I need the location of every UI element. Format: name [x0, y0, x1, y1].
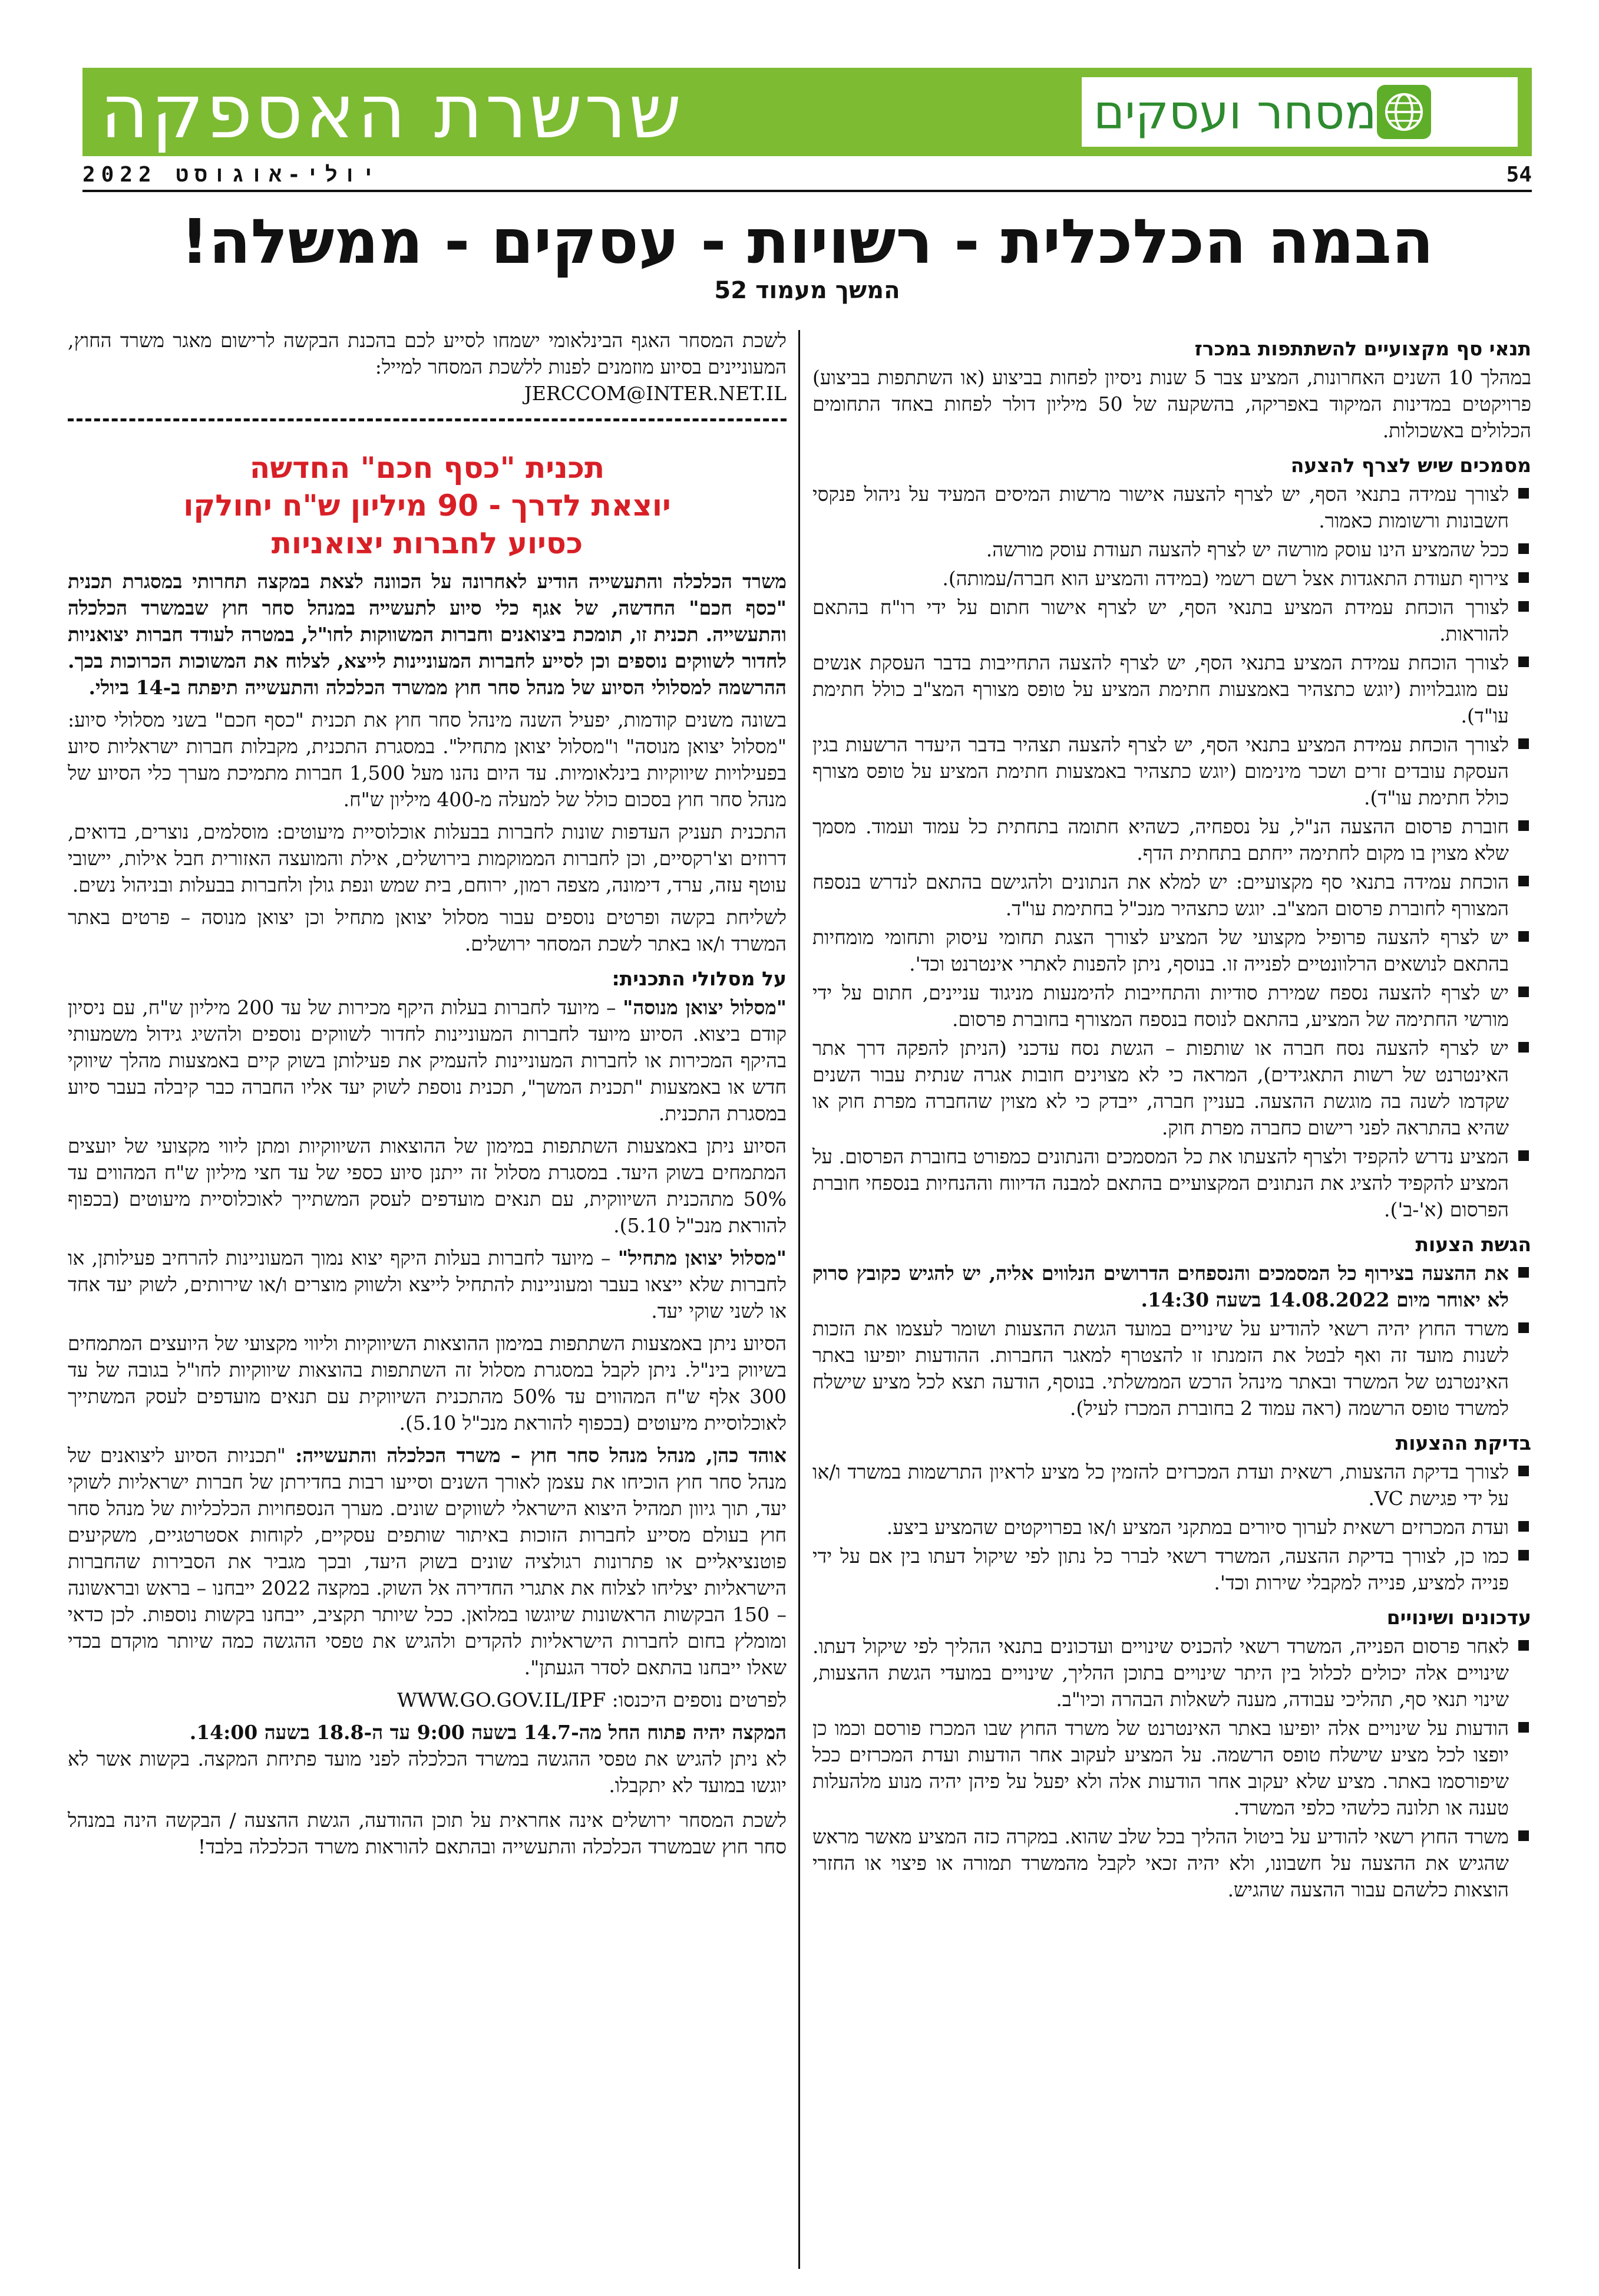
deadline-line: המקצה יהיה פתוח החל מה-14.7 בשעה 9:00 עד ה-18.8 בשעה 14:00.: [189, 1721, 787, 1744]
track-text: – מיועד לחברות בעלות היקף יצוא נמוך המעוניינות להרחיב פעילותן, או לחברות שלא ייצאו בעבר ומעוניינות להתחיל לייצא ולשווק מוצרים ו/או שירותים, לשוק יעד אחד או לשני שוקי יעד.: [68, 1246, 787, 1322]
article-title-line: תכנית "כסף חכם" החדשה: [249, 451, 605, 485]
section-heading: בדיקת ההצעות: [1395, 1431, 1531, 1454]
banner-title: שרשרת האספקה: [100, 68, 684, 155]
section-name: מסחר ועסקים: [1093, 84, 1377, 140]
section-heading: הגשת הצעות: [1415, 1233, 1531, 1256]
list-item: צירוף תעודת התאגדות אצל רשם רשמי (במידה והמציע הוא חברה/עמותה).: [812, 565, 1531, 592]
continued-from: המשך מעמוד 52: [714, 277, 900, 304]
paragraph: לא ניתן להגיש את טפסי ההגשה במשרד הכלכלה לפני מועד פתיחת המקצה. בקשות אשר לא יוגשו במועד לא יתקבלו.: [68, 1747, 787, 1797]
documents-list: [812, 481, 1531, 1223]
list-item: לצורך בדיקת ההצעות, רשאית ועדת המכרזים להזמין כל מציע לראיון התרשמות במשרד ו/או על ידי פגישת VC.: [812, 1459, 1531, 1512]
right-column: [812, 327, 1531, 1905]
section-heading: מסמכים שיש לצרף להצעה: [1290, 454, 1531, 477]
paragraph: הסיוע ניתן באמצעות השתתפות במימון ההוצאות השיווקיות וליווי מקצועי של היועצים המתמחים בשיווק בינ"ל. ניתן לקבל במסגרת מסלול זה השתתפות בהוצאות שיווקיות לחו"ל בגובה של עד 300 אלף ש"ח המהווים עד 50% מהתכנית השיווקית עם תנאים מועדפים לעסק המשתייך לאוכלוסיית מיעוטים (בכפוף להוראת מנכ"ל 5.10).: [68, 1332, 787, 1434]
list-item: המציע נדרש להקפיד ולצרף להצעתו את כל המסמכים והנתונים כמפורט בחוברת הפרסום. על המציע להקפיד להציג את הנתונים המקצועיים בהתאם למבנה הדיווח וההנחיות בנספחי חוברת הפרסום (א'-ב').: [812, 1143, 1531, 1223]
list-item: לאחר פרסום הפנייה, המשרד רשאי להכניס שינויים ועדכונים בתנאי ההליך לפי שיקול דעתו. שינויים אלה יכולים לכלול בין היתר שינויים בתוכן ההליך, שינויים במועדי הגשת ההצעות, שינוי תנאי סף, תהליכי עבודה, מענה לשאלות הבהרה וכיו"ב.: [812, 1633, 1531, 1713]
issue-date: יולי-אוגוסט 2022: [82, 163, 381, 187]
track-paragraph: [68, 1245, 787, 1324]
list-item: יש לצרף להצעה נספח שמירת סודיות והתחייבות להימנעות מניגוד עניינים, חתום על ידי מורשי החתימה של המציע, בהתאם לנוסח בנספח המצורף בחוברת פרסום.: [812, 979, 1531, 1032]
list-item: יש לצרף להצעה פרופיל מקצועי של המציע לצורך הצגת תחומי עיסוק ותחומי מומחיות בהתאם לנושאים הרלוונטיים לפנייה זו. בנוסף, ניתן להפנות לאתרי אינטרנט וכד'.: [812, 924, 1531, 977]
info-url-link[interactable]: WWW.GO.GOV.IL/IPF: [397, 1688, 606, 1711]
list-item: לצורך הוכחת עמידת המציע בתנאי הסף, יש לצרף להצעה התחייבות בדבר העסקת אנשים עם מוגבלויות (יוגש כתצהיר באמצעות חתימת המציע על טופס מצורף המצ"ב כולל חתימת עו"ד).: [812, 649, 1531, 729]
issue-bar: [82, 159, 1532, 190]
page-headline: הבמה הכלכלית - רשויות - עסקים - ממשלה!: [180, 206, 1434, 278]
info-label: לפרטים נוספים היכנסו:: [612, 1688, 787, 1711]
paragraph: התכנית תעניק העדפות שונות לחברות בבעלות אוכלוסיית מיעוטים: מוסלמים, נוצרים, בדואים, דרוזים וצ'רקסיים, וכן לחברות הממוקמות בירושלים, אילת והמועצה האזורית חבל אילות, יישובי עוטף עזה, ערד, דימונה, מצפה רמון, ירוחם, בית שמש ונפת גולן ולחברות בבעלות ובניהול נשים.: [68, 820, 787, 896]
list-item: ככל שהמציע הינו עוסק מורשה יש לצרף להצעה תעודת עוסק מורשה.: [812, 536, 1531, 563]
review-list: [812, 1459, 1531, 1596]
paragraph: לשליחת בקשה ופרטים נוספים עבור מסלול יצואן מתחיל וכן יצואן מנוסה – פרטים באתר המשרד ו/או באתר לשכת המסחר ירושלים.: [68, 906, 787, 955]
intro-text: לשכת המסחר האגף הבינלאומי ישמחו לסייע לכם בהכנת הבקשה לרישום מאגר משרד החוץ, המעוניינים בסיוע מוזמנים לפנות ללשכת המסחר למייל:: [68, 329, 787, 378]
list-item: לצורך עמידה בתנאי הסף, יש לצרף להצעה אישור מרשות המיסים המעיד על ניהול פנקסי חשבונות ורשומות כאמור.: [812, 481, 1531, 534]
left-column: [68, 327, 787, 1866]
list-item: משרד החוץ יהיה רשאי להודיע על שינויים במועד הגשת ההצעות ושומר לעצמו את הזכות לשנות מועד זה ואף לבטל את הזמנתו זו להצטרף למאגר החברות. ההודעות יופיעו באתר האינטרנט של המשרד ובאתר מינהל הרכש הממשלתי. בנוסף, הודעה תצא לכל מציע שישלח למשרד טופס הרשמה (ראה עמוד 2 בחוברת המכרז לעיל).: [812, 1315, 1531, 1421]
article-lead: משרד הכלכלה והתעשייה הודיע לאחרונה על הכוונה לצאת במקצה תחרותי במסגרת תכנית "כסף חכם" החדשה, של אגף כלי סיוע לתעשייה במנהל סחר חוץ שבמשרד הכלכלה והתעשייה. תכנית זו, תומכת ביצואנים וחברות המשווקות לחו"ל, במטרה לעודד חברות יצואניות לחדור לשווקים נוספים וכן לסייע לחברות המעוניינות לייצא, לצלוח את המשוכות הכרוכות בכך. ההרשמה למסלולי הסיוע של מנהל סחר חוץ ממשרד הכלכלה והתעשייה תיפתח ב-14 ביולי.: [68, 570, 787, 699]
list-item: לצורך הוכחת עמידת המציע בתנאי הסף, יש לצרף להצעה תצהיר בדבר היעדר הרשעות בגין העסקת עובדים זרים ושכר מינימום (יוגש כתצהיר באמצעות חתימת המציע על טופס מצורף כולל חתימת עו"ד).: [812, 731, 1531, 811]
track-text: – מיועד לחברות בעלות היקף מכירות של עד 200 מיליון ש"ח, עם ניסיון קודם ביצוא. הסיוע מיועד לחברות המעוניינות לחדור לשווקים נוספים ולהשיג גידול משמעותי בהיקף המכירות או לחברות המעוניינות להעמיק את פעילותן בשוק קיים באמצעות מהלך שיווקי חדש או באמצעות "תכנית המשך", תכנית נוספת לשוק יעד אליו החברה כבר קיבלה בעבר סיוע במסגרת התכנית.: [68, 996, 787, 1125]
list-item: לצורך הוכחת עמידת המציע בתנאי הסף, יש לצרף אישור חתום על ידי רו"ח בהתאם להוראות.: [812, 594, 1531, 647]
list-item: הודעות על שינויים אלה יופיעו באתר האינטרנט של משרד החוץ שבו המכרז פורסם וכמו כן יופצו לכל מציע שישלח טופס הרשמה. על המציע לעקוב אחר הודעות ועדת המכרזים ככל שיפורסמו באתר. מציע שלא יעקוב אחר הודעות אלה ולא יפעל על פיהן יהיה מנוע מלהעלות טענה או תלונה כלשהי כלפי המשרד.: [812, 1715, 1531, 1821]
track-paragraph: [68, 994, 787, 1127]
paragraph: הסיוע ניתן באמצעות השתתפות במימון של ההוצאות השיווקיות ומתן ליווי מקצועי של יועצים המתמחים בשוק היעד. במסגרת מסלול זה ייתנן סיוע כספי של עד חצי מיליון ש"ח המהווים עד 50% מתהכנית השיווקית, עם תנאים מועדפים לעסק המשתייך לאוכלוסיית מיעוטים (בכפוף להוראת מנכ"ל 5.10).: [68, 1134, 787, 1237]
contact-email[interactable]: JERCCOM@INTER.NET.IL: [524, 382, 787, 405]
globe-icon: [1377, 85, 1431, 139]
intro-paragraph: [68, 327, 787, 407]
article-title-line: כסיוע לחברות יצואניות: [271, 526, 583, 560]
tracks-heading: על מסלולי התכנית:: [612, 967, 787, 990]
list-item: את ההצעה בצירוף כל המסמכים והנספחים הדרושים הנלווים אליה, יש להגיש כקובץ סרוק לא יאוחר מיום 14.08.2022 בשעה 14:30.: [812, 1260, 1531, 1313]
quote-paragraph: [68, 1442, 787, 1681]
paragraph: במהלך 10 השנים האחרונות, המציע צבר 5 שנות ניסיון לפחות בביצוע (או השתתפות בביצוע) פרויקטים במדינות המיקוד באפריקה, בהשקעה של 50 מיליון דולר לפחות באחד התחומים הכלולים באשכולות.: [812, 366, 1531, 442]
list-item: יש לצרף להצעה נסח חברה או שותפות – הגשת נסח עדכני (הניתן להפקה דרך אתר האינטרנט של רשות התאגידים), המראה כי לא מצוינים חובות אגרה שנתית עבור השנים שקדמו לשנה בה מוגשת ההצעה. בעניין חברה, ייבדק כי לא מצוין שהחברה מפרת חוק או שהיא בהתראה לפני רישום כחברה מפרת חוק.: [812, 1035, 1531, 1141]
section-label-box: [1082, 77, 1518, 147]
section-heading: תנאי סף מקצועיים להשתתפות במכרז: [1194, 337, 1531, 360]
header-rule: [82, 190, 1532, 192]
article-title-line: יוצאת לדרך - 90 מיליון ש"ח יחולקו: [183, 489, 671, 523]
quote-text: "תכניות הסיוע ליצואנים של מנהל סחר חוץ הוכיחו את עצמן לאורך השנים וסייעו רבות בחדירתן של חברות ישראליות לשוקי יעד, תוך גיוון תמהיל היצוא הישראלי לשווקים שונים. מערך הנספחויות הכלכליות של מנהל סחר חוץ בעולם מסייע לחברות הזוכות באיתור שותפים עסקיים, לקוחות אסטרטגיים, משקיעים פוטנציאליים או פתרונות רגולציה שונים בשוק היעד, ובכך מגביר את הסבירות שהחברות הישראליות יצליחו לצלוח את אתגרי החדירה אל השוק. במקצה 2022 ייבחנו – בראש ובראשונה – 150 הבקשות הראשונות שיוגשו במלואן. ככל שיותר תקציב, ייבחנו בקשות נוספות. לכן כדאי ומומלץ בחום לחברות הישראליות להקדים ולהגיש את טפסי ההגשה כמה שיותר מוקדם בכדי שאלו ייבחנו בהתאם לסדר הגעתן".: [68, 1444, 787, 1679]
list-item: כמו כן, לצורך בדיקת ההצעה, המשרד רשאי לברר כל נתון לפי שיקול דעתו בין אם על ידי פנייה למציע, פנייה למקבלי שירות וכד'.: [812, 1543, 1531, 1596]
list-item: הוכחת עמידה בתנאי סף מקצועיים: יש למלא את הנתונים ולהגישם בהתאם לנדרש בנספח המצורף לחוברת פרסום המצ"ב. יוגש כתצהיר מנכ"ל בחתימת עו"ד.: [812, 869, 1531, 922]
article-title: [68, 449, 787, 562]
list-item: ועדת המכרזים רשאית לערוך סיורים במתקני המציע ו/או בפרויקטים שהמציע ביצע.: [812, 1514, 1531, 1540]
page-number: 54: [1506, 163, 1532, 187]
paragraph: בשונה משנים קודמות, יפעיל השנה מינהל סחר חוץ את תכנית "כסף חכם" בשני מסלולי סיוע: "מסלול יצואן מנוסה" ו"מסלול יצואן מתחיל". במסגרת התכנית, מקבלות חברות ישראליות סיוע בפעילויות שיווקיות בינלאומיות. עד היום נהנו מעל 1,500 חברות מתמיכת מערך כלי הסיוע של מנהל סחר חוץ בסכום כולל של למעלה מ-400 מיליון ש"ח.: [68, 708, 787, 811]
track-label: "מסלול יצואן מתחיל": [617, 1246, 787, 1269]
updates-list: [812, 1633, 1531, 1903]
column-divider: [798, 330, 800, 2269]
track-label: "מסלול יצואן מנוסה": [623, 996, 787, 1019]
quote-speaker: אוהד כהן, מנהל מנהל סחר חוץ – משרד הכלכלה והתעשייה:: [295, 1444, 787, 1467]
info-line: [68, 1687, 787, 1713]
submission-list: [812, 1260, 1531, 1421]
dashed-separator: [68, 418, 787, 436]
section-banner: [82, 68, 1532, 156]
section-heading: עדכונים ושינויים: [1386, 1606, 1531, 1629]
list-item: משרד החוץ רשאי להודיע על ביטול ההליך בכל שלב שהוא. במקרה כזה המציע מאשר מראש שהגיש את ההצעה על חשבונו, ולא יהיה זכאי לקבל מהמשרד תמורה או פיצוי או החזרי הוצאות כלשהם עבור ההצעה שהגיש.: [812, 1823, 1531, 1903]
list-item: חוברת פרסום ההצעה הנ"ל, על נספחיה, כשהיא חתומה בתחתית כל עמוד ועמוד. מסמך שלא מצוין בו מקום לחתימה ייחתם בתחתית הדף.: [812, 813, 1531, 866]
disclaimer: לשכת המסחר ירושלים אינה אחראית על תוכן ההודעה, הגשת ההצעה / הבקשה הינה במנהל סחר חוץ שבמשרד הכלכלה והתעשייה ובהתאם להוראות משרד הכלכלה בלבד!: [68, 1809, 787, 1858]
